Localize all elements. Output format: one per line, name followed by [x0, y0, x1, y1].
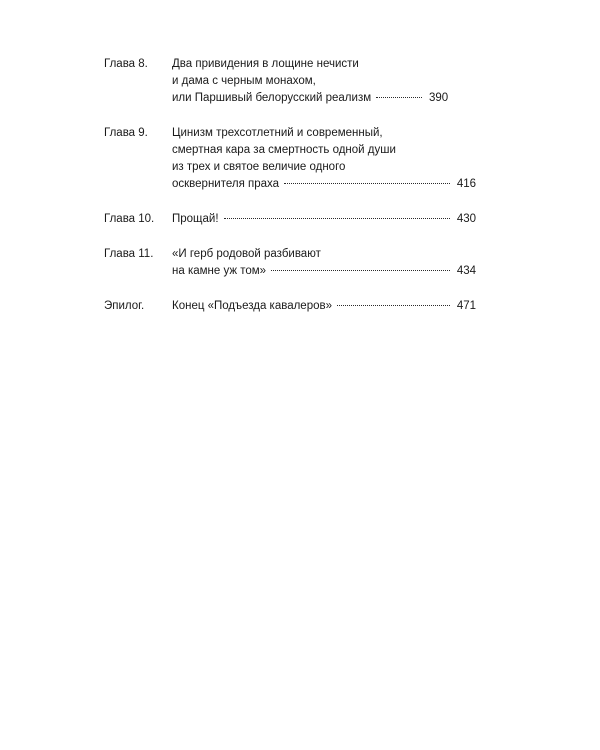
table-of-contents — [104, 56, 476, 315]
toc-entry-line — [172, 298, 476, 315]
toc-line-text: Конец «Подъезда кавалеров» — [172, 300, 332, 312]
toc-line-text: или Паршивый белорусский реализм — [172, 92, 372, 104]
toc-line-text: «И герб родовой разбивают — [172, 248, 321, 260]
toc-entry[interactable] — [104, 298, 476, 315]
toc-entry-label: Эпилог. — [104, 300, 145, 312]
toc-entry[interactable] — [104, 56, 476, 107]
toc-page-number: 430 — [456, 213, 476, 225]
toc-entry-line — [172, 159, 476, 176]
toc-entry[interactable] — [104, 211, 476, 228]
toc-entry-line — [172, 176, 476, 193]
toc-line-text: Два привидения в лощине нечисти — [172, 58, 359, 70]
toc-leader-dots — [337, 305, 450, 306]
toc-entry-label: Глава 9. — [104, 127, 148, 139]
toc-line-text: Цинизм трехсотлетний и современный, — [172, 127, 383, 139]
toc-entry-line — [172, 56, 476, 73]
toc-entry-line — [172, 142, 476, 159]
toc-entry-line — [172, 125, 476, 142]
toc-entry[interactable] — [104, 125, 476, 193]
toc-entry-title — [172, 125, 476, 193]
toc-entry-label: Глава 8. — [104, 58, 148, 70]
toc-line-text: и дама с черным монахом, — [172, 75, 316, 87]
toc-line-text: осквернителя праха — [172, 178, 280, 190]
toc-entry-line — [172, 211, 476, 228]
toc-leader-dots — [224, 218, 450, 219]
toc-page-number: 471 — [456, 300, 476, 312]
toc-entry-title — [172, 211, 476, 228]
toc-page-number: 390 — [428, 92, 449, 104]
toc-line-text: на камне уж том» — [172, 265, 267, 277]
toc-leader-dots — [284, 183, 450, 184]
toc-leader-dots — [376, 97, 422, 98]
toc-entry-line — [172, 263, 476, 280]
toc-page-number: 416 — [456, 178, 476, 190]
toc-entry-line — [172, 90, 476, 107]
toc-line-text: смертная кара за смертность одной души — [172, 144, 396, 156]
toc-entry-title — [172, 246, 476, 280]
toc-entry-title — [172, 298, 476, 315]
toc-page-number: 434 — [456, 265, 476, 277]
toc-line-text: из трех и святое величие одного — [172, 161, 346, 173]
toc-line-text: Прощай! — [172, 213, 219, 225]
toc-entry-label: Глава 11. — [104, 248, 154, 260]
toc-entry-line — [172, 246, 476, 263]
toc-entry-line — [172, 73, 476, 90]
toc-entry[interactable] — [104, 246, 476, 280]
toc-leader-dots — [271, 270, 450, 271]
toc-entry-label: Глава 10. — [104, 213, 155, 225]
toc-entry-title — [172, 56, 476, 107]
